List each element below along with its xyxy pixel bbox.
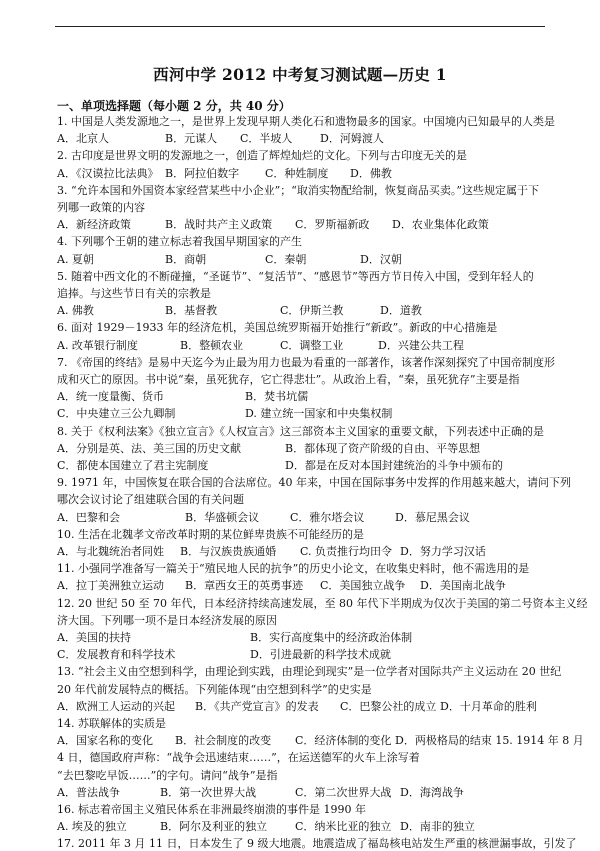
option: D．美国南北战争 xyxy=(420,579,506,593)
question-line: 12. 20 世纪 50 至 70 年代，日本经济持续高速发展，至 80 年代下半期成为仅次于美国的第二号资本主义经 xyxy=(57,596,588,610)
option: D．农业集体化政策 xyxy=(392,218,489,232)
option: A．与北魏统治者同姓 xyxy=(57,545,164,558)
page-title: 西河中学 2012 中考复习测试题—历史 1 xyxy=(153,65,447,84)
option: C．中央建立三公九卿制 xyxy=(57,407,176,421)
question-line: 6. 面对 1929－1933 年的经济危机，美国总统罗斯福开始推行“新政”。新政的中心措施是 xyxy=(57,321,498,335)
option: A. 埃及的独立 xyxy=(57,820,127,834)
question-line: 10. 生活在北魏孝文帝改革时期的某位鲜卑贵族不可能经历的是 xyxy=(57,527,364,541)
option: C．半坡人 xyxy=(240,132,293,146)
option: C．巴黎公社的成立 xyxy=(340,699,437,713)
option: D．两极格局的结束 15. 1914 年 8 月 xyxy=(395,734,584,748)
option: C．美国独立战争 xyxy=(320,579,406,593)
option: A．分别是英、法、美三国的历史文献 xyxy=(57,441,241,455)
option: C．秦朝 xyxy=(265,252,307,266)
option: C. 负责推行均田令 xyxy=(300,545,393,558)
option: A. 改革银行制度 xyxy=(57,338,138,352)
option: D．都是在反对本国封建统治的斗争中颁布的 xyxy=(285,459,503,472)
question-line: 5. 随着中西文化的不断碰撞，“圣诞节”、“复活节”、“感恩节”等西方节日传入中国，受到年轻人的 xyxy=(57,269,534,283)
option: A．统一度量衡、货币 xyxy=(57,390,164,404)
top-rule xyxy=(55,26,545,27)
question-line: 20 年代前发展特点的概括。下列能体现“由空想到科学”的史实是 xyxy=(57,682,372,696)
option: A．美国的扶持 xyxy=(57,631,131,644)
question-line: 16. 标志着帝国主义殖民体系在非洲最终崩溃的事件是 1990 年 xyxy=(57,803,366,816)
option: D．兴建公共工程 xyxy=(378,338,464,352)
option: C．经济体制的变化 xyxy=(295,734,392,748)
option: C．雅尔塔会议 xyxy=(290,510,365,524)
option: A．普法战争 xyxy=(57,785,120,799)
question-line: 4. 下列哪个王朝的建立标志着我国早期国家的产生 xyxy=(57,235,302,249)
option: A．拉丁美洲独立运动 xyxy=(57,579,164,593)
option: C．种姓制度 xyxy=(265,166,329,180)
option: B．基督教 xyxy=(165,304,218,318)
option: C．发展教育和科学技术 xyxy=(57,648,176,662)
option: A．国家名称的变化 xyxy=(57,734,153,748)
option: C．调整工业 xyxy=(280,338,344,352)
option: C．第二次世界大战 xyxy=(295,785,392,799)
option: D．河姆渡人 xyxy=(320,132,384,146)
option: C．都使本国建立了君主宪制度 xyxy=(57,459,209,472)
option: B．阿拉伯数字 xyxy=(165,166,240,180)
option: B．焚书坑儒 xyxy=(245,390,309,404)
option: B．商朝 xyxy=(165,252,207,266)
question-line: 2. 古印度是世界文明的发源地之一，创造了辉煌灿烂的文化。下列与古印度无关的是 xyxy=(57,149,467,163)
option: A．北京人 xyxy=(57,132,109,146)
option: B．社会制度的改变 xyxy=(175,734,272,748)
question-line: 4 日，德国政府声称：“战争会迅速结束……”，在运送德军的火车上涂写着 xyxy=(57,751,420,765)
option: A．巴黎和会 xyxy=(57,510,120,524)
option: B．战时共产主义政策 xyxy=(165,218,273,232)
option: B．与汉族贵族通婚 xyxy=(180,545,277,558)
option: B．都体现了资产阶级的自由、平等思想 xyxy=(285,441,481,455)
option: D．十月革命的胜利 xyxy=(440,699,537,713)
option: C．伊斯兰教 xyxy=(280,304,344,318)
option: D. 建立统一国家和中央集权制 xyxy=(245,407,393,421)
option: D．汉朝 xyxy=(360,252,402,266)
option: A．新经济政策 xyxy=(57,218,131,232)
option: A．《汉谟拉比法典》 xyxy=(57,166,159,180)
option: D．道教 xyxy=(380,304,422,318)
question-line: 1. 中国是人类发源地之一，是世界上发现早期人类化石和遗物最多的国家。中国境内已知最早的人类是 xyxy=(57,115,555,128)
option: A. 佛教 xyxy=(57,304,94,318)
option: B．第一次世界大战 xyxy=(160,785,257,799)
question-line: 成和灭亡的原因。书中说“秦，虽死犹存，它亡得悲壮”。从政治上看，“秦，虽死犹存”主要是指 xyxy=(57,373,520,386)
option: B．元谋人 xyxy=(165,132,218,146)
question-line: 9. 1971 年，中国恢复在联合国的合法席位。40 年来，中国在国际事务中发挥的作用越来越大，请问下列 xyxy=(57,476,571,490)
question-line: 追捧。与这些节日有关的宗教是 xyxy=(57,287,211,300)
option: D．努力学习汉话 xyxy=(400,545,486,558)
section-heading: 一、单项选择题（每小题 2 分，共 40 分） xyxy=(57,99,291,113)
question-line: 7. 《帝国的终结》是易中天迄今为止最为用力也最为看重的一部著作，该著作深刻探究了中国帝制度形 xyxy=(57,355,555,369)
question-line: 3. “允许本国和外国资本家经营某些中小企业”；“取消实物配给制，恢复商品买卖。”这些规定属于下 xyxy=(57,183,539,197)
option: D．慕尼黑会议 xyxy=(395,510,470,524)
option: B．阿尔及利亚的独立 xyxy=(160,820,268,834)
question-line: 13. “社会主义由空想到科学，由理论到实践，由理论到现实”是一位学者对国际共产主义运动在 20 世纪 xyxy=(57,665,562,679)
option: D．南非的独立 xyxy=(400,820,475,834)
option: C．纳米比亚的独立 xyxy=(295,820,392,834)
option: D．引进最新的科学技术成就 xyxy=(250,648,391,662)
question-line: 17. 2011 年 3 月 11 日，日本发生了 9 级大地震。地震造成了福岛核电站发生严重的核泄漏事故，引发了 xyxy=(57,837,577,851)
question-line: 哪次会议讨论了组建联合国的有关问题 xyxy=(57,493,244,507)
option: B．《共产党宣言》的发表 xyxy=(195,699,319,713)
question-line: 14. 苏联解体的实质是 xyxy=(57,717,166,730)
question-line: 济大国。下列哪一项不是日本经济发展的原因 xyxy=(57,613,277,627)
option: B．整顿农业 xyxy=(180,338,244,352)
option: C．罗斯福新政 xyxy=(295,218,370,232)
option: A. 夏朝 xyxy=(57,252,94,266)
option: B．华盛顿会议 xyxy=(185,510,260,524)
option: B．实行高度集中的经济政治体制 xyxy=(250,631,413,644)
question-line: 8. 关于《权利法案》《独立宣言》《人权宣言》这三部资本主义国家的重要文献，下列表述中正确的是 xyxy=(57,424,544,438)
option: B．章西女王的英勇事迹 xyxy=(185,579,304,593)
question-line: “去巴黎吃早饭……”的字句。请问“战争”是指 xyxy=(57,768,278,782)
option: A．欧洲工人运动的兴起 xyxy=(57,699,175,713)
question-line: 11. 小强同学准备写一篇关于“殖民地人民的抗争”的历史小论文，在收集史料时，他不需选用的是 xyxy=(57,562,530,576)
option: D．海湾战争 xyxy=(400,785,464,799)
option: D．佛教 xyxy=(350,166,392,180)
question-line: 列哪一政策的内容 xyxy=(57,201,145,214)
